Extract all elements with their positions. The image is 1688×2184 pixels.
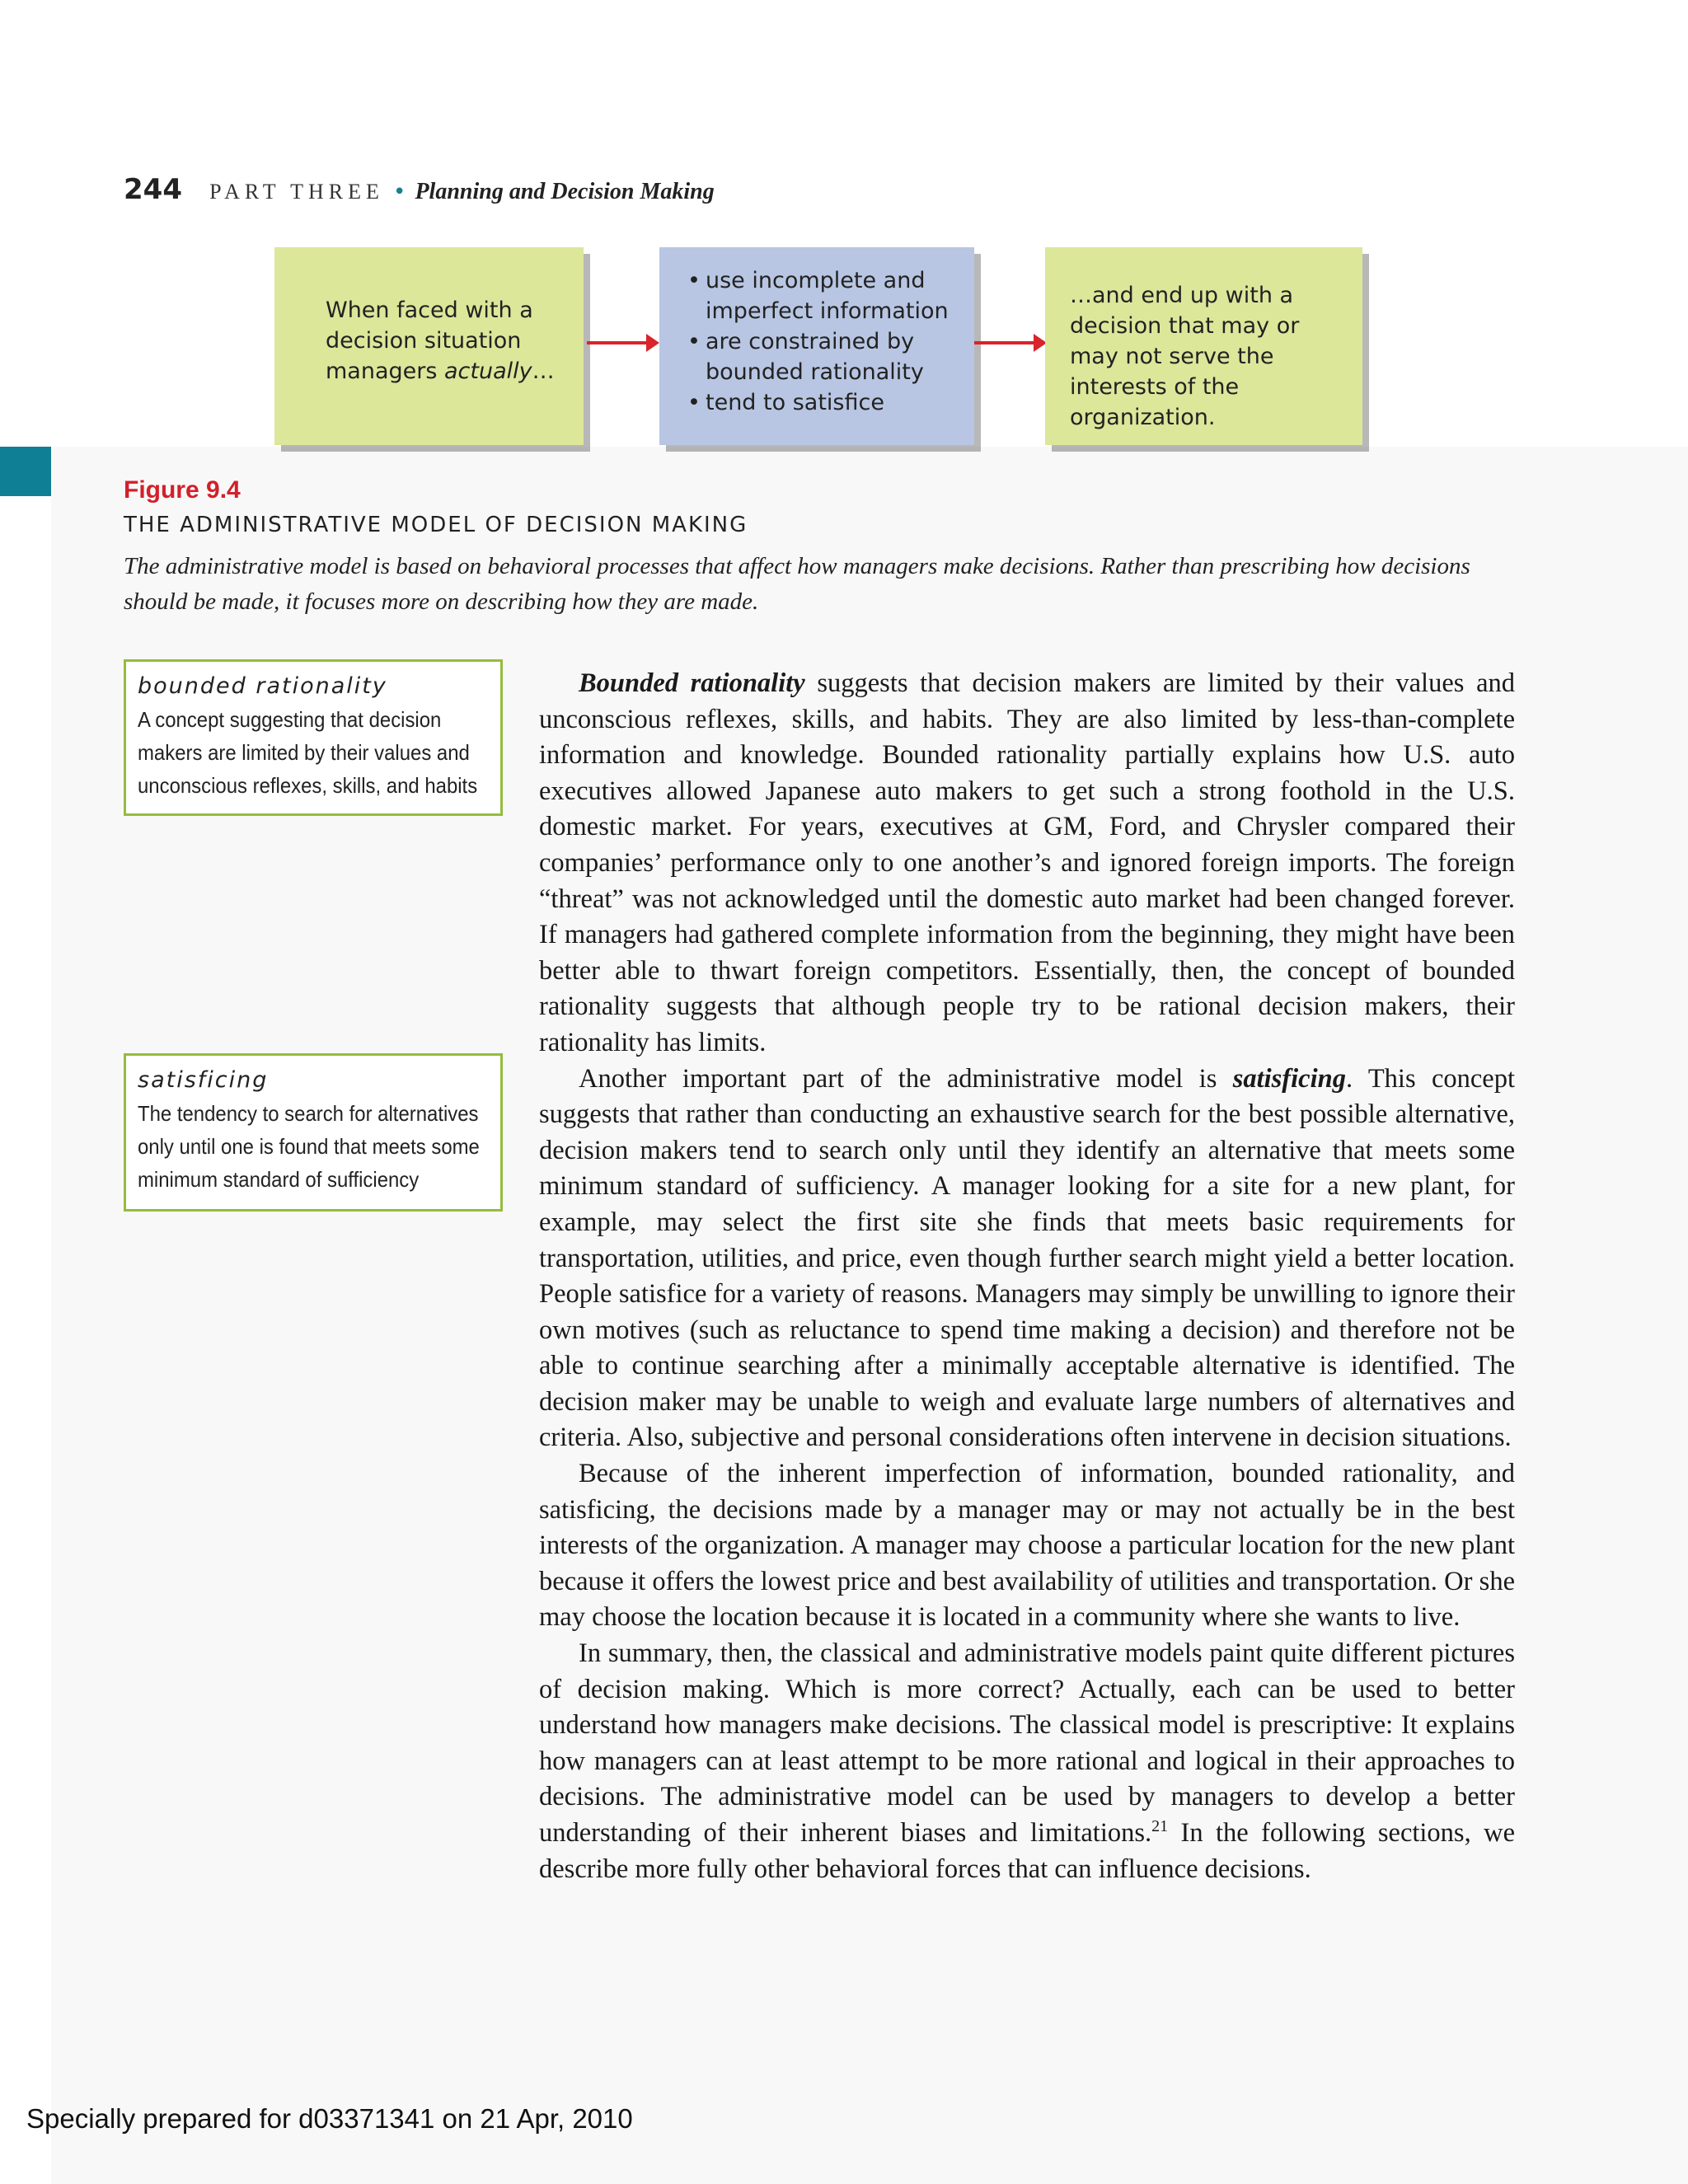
box1-ellipsis: … xyxy=(532,359,555,384)
figure-number: Figure 9.4 xyxy=(124,476,241,504)
paragraph: Because of the inherent imperfection of information, bounded rationality, and satisficing, the decisions made by a manager may or may not actually be in the best interests of the organization. A manager may choose a particular location for the new plant because it offers the lowest price and best availability of utilities and transportation. Or she may choose the location because it is located in a community where she wants to live. xyxy=(539,1459,1515,1633)
glossary-definition: The tendency to search for alternatives only until one is found that meets some minimum standard of sufficiency xyxy=(138,1101,480,1192)
glossary-box-bounded-rationality xyxy=(124,659,503,816)
part-title: Planning and Decision Making xyxy=(415,179,715,204)
footer-watermark: Specially prepared for d03371341 on 21 Apr, 2010 xyxy=(26,2103,633,2134)
paragraph xyxy=(539,666,1515,1062)
behavior-item: • use incomplete and imperfect information xyxy=(687,265,968,326)
figure-box-outcome xyxy=(1045,247,1362,445)
arrow-right-icon xyxy=(587,341,651,344)
figure-box-behaviors xyxy=(659,247,974,445)
paragraph-text: In the following sections, we describe more fully other behavioral forces that can influence decisions. xyxy=(539,1818,1515,1884)
figure-box-situation-text xyxy=(326,295,573,387)
part-label: PART THREE xyxy=(209,180,384,204)
behavior-item: • tend to satisfice xyxy=(687,387,968,418)
glossary-term: bounded rationality xyxy=(138,673,387,699)
header-separator: • xyxy=(393,180,406,204)
box1-italic: actually xyxy=(444,359,532,384)
chapter-side-tab xyxy=(0,447,51,496)
box1-text: When faced with a decision situation managers xyxy=(326,298,533,384)
behavior-item: • are constrained by bounded rationality xyxy=(687,326,968,387)
paragraph-text: Another important part of the administrative model is xyxy=(579,1063,1233,1094)
figure-box-situation xyxy=(274,247,584,445)
figure-caption: The administrative model is based on behavioral processes that affect how managers make decisions. Rather than prescribing how decisions should be made, it focuses more on describing how they are made. xyxy=(124,553,1470,615)
key-term: Bounded rationality xyxy=(579,668,805,698)
paragraph xyxy=(539,1636,1515,1887)
arrow-right-icon xyxy=(974,341,1039,344)
figure-title: THE ADMINISTRATIVE MODEL OF DECISION MAKING xyxy=(124,513,748,537)
paragraph-text: In summary, then, the classical and administrative models paint quite different pictures of decision making. Which is more correct? Actually, each can be used to better understand how managers make decisions. The classical model is prescriptive: It explains how managers can at least attempt to be more rational and logical in their approaches to decisions. The administrative model can be used by managers to develop a better understanding of their inherent biases and limitations. xyxy=(539,1638,1515,1848)
glossary-term: satisficing xyxy=(138,1067,269,1093)
footnote-ref: 21 xyxy=(1151,1817,1169,1836)
glossary-definition: A concept suggesting that decision makers are limited by their values and unconscious reflexes, skills, and habits xyxy=(138,707,478,798)
outcome-text: …and end up with a decision that may or may not serve the interests of the organization. xyxy=(1070,283,1300,430)
behavior-list xyxy=(687,265,968,418)
page-number: 244 xyxy=(124,173,182,206)
body-text xyxy=(539,666,1515,1887)
glossary-box-satisficing xyxy=(124,1053,503,1212)
paragraph-text: suggests that decision makers are limited by their values and unconscious reflexes, skills, and habits. They are also limited by less-than-complete information and knowledge. Bounded rationality partially explains how U.S. auto executives allowed Japanese auto makers to get such a strong foothold in the U.S. domestic market. For years, executives at GM, Ford, and Chrysler compared their companies’ performance only to one another’s and ignored foreign imports. The foreign “threat” was not acknowledged until the domestic auto market had been changed forever. If managers had gathered complete information from the beginning, they might have been better able to thwart foreign competitors. Essentially, then, the concept of bounded rationality suggests that although people try to be rational decision makers, their rationality has limits. xyxy=(539,668,1515,1057)
paragraph xyxy=(539,1062,1515,1457)
key-term: satisficing xyxy=(1232,1063,1346,1094)
paragraph-text: . This concept suggests that rather than conducting an exhaustive search for the best possible alternative, decision makers tend to search only until they identify an alternative that meets some minimum standard of sufficiency. A manager looking for a site for a new plant, for example, may select the first site she finds that meets basic requirements for transportation, utilities, and price, even though further search might yield a better location. People satisfice for a variety of reasons. Managers may simply be unwilling to ignore their own motives (such as reluctance to spend time making a decision) and therefore not be able to continue searching after a minimally acceptable alternative is identified. The decision maker may be unable to weigh and evaluate large numbers of alternatives and criteria. Also, subjective and personal considerations often intervene in decision situations. xyxy=(539,1063,1515,1453)
running-header xyxy=(124,173,715,206)
